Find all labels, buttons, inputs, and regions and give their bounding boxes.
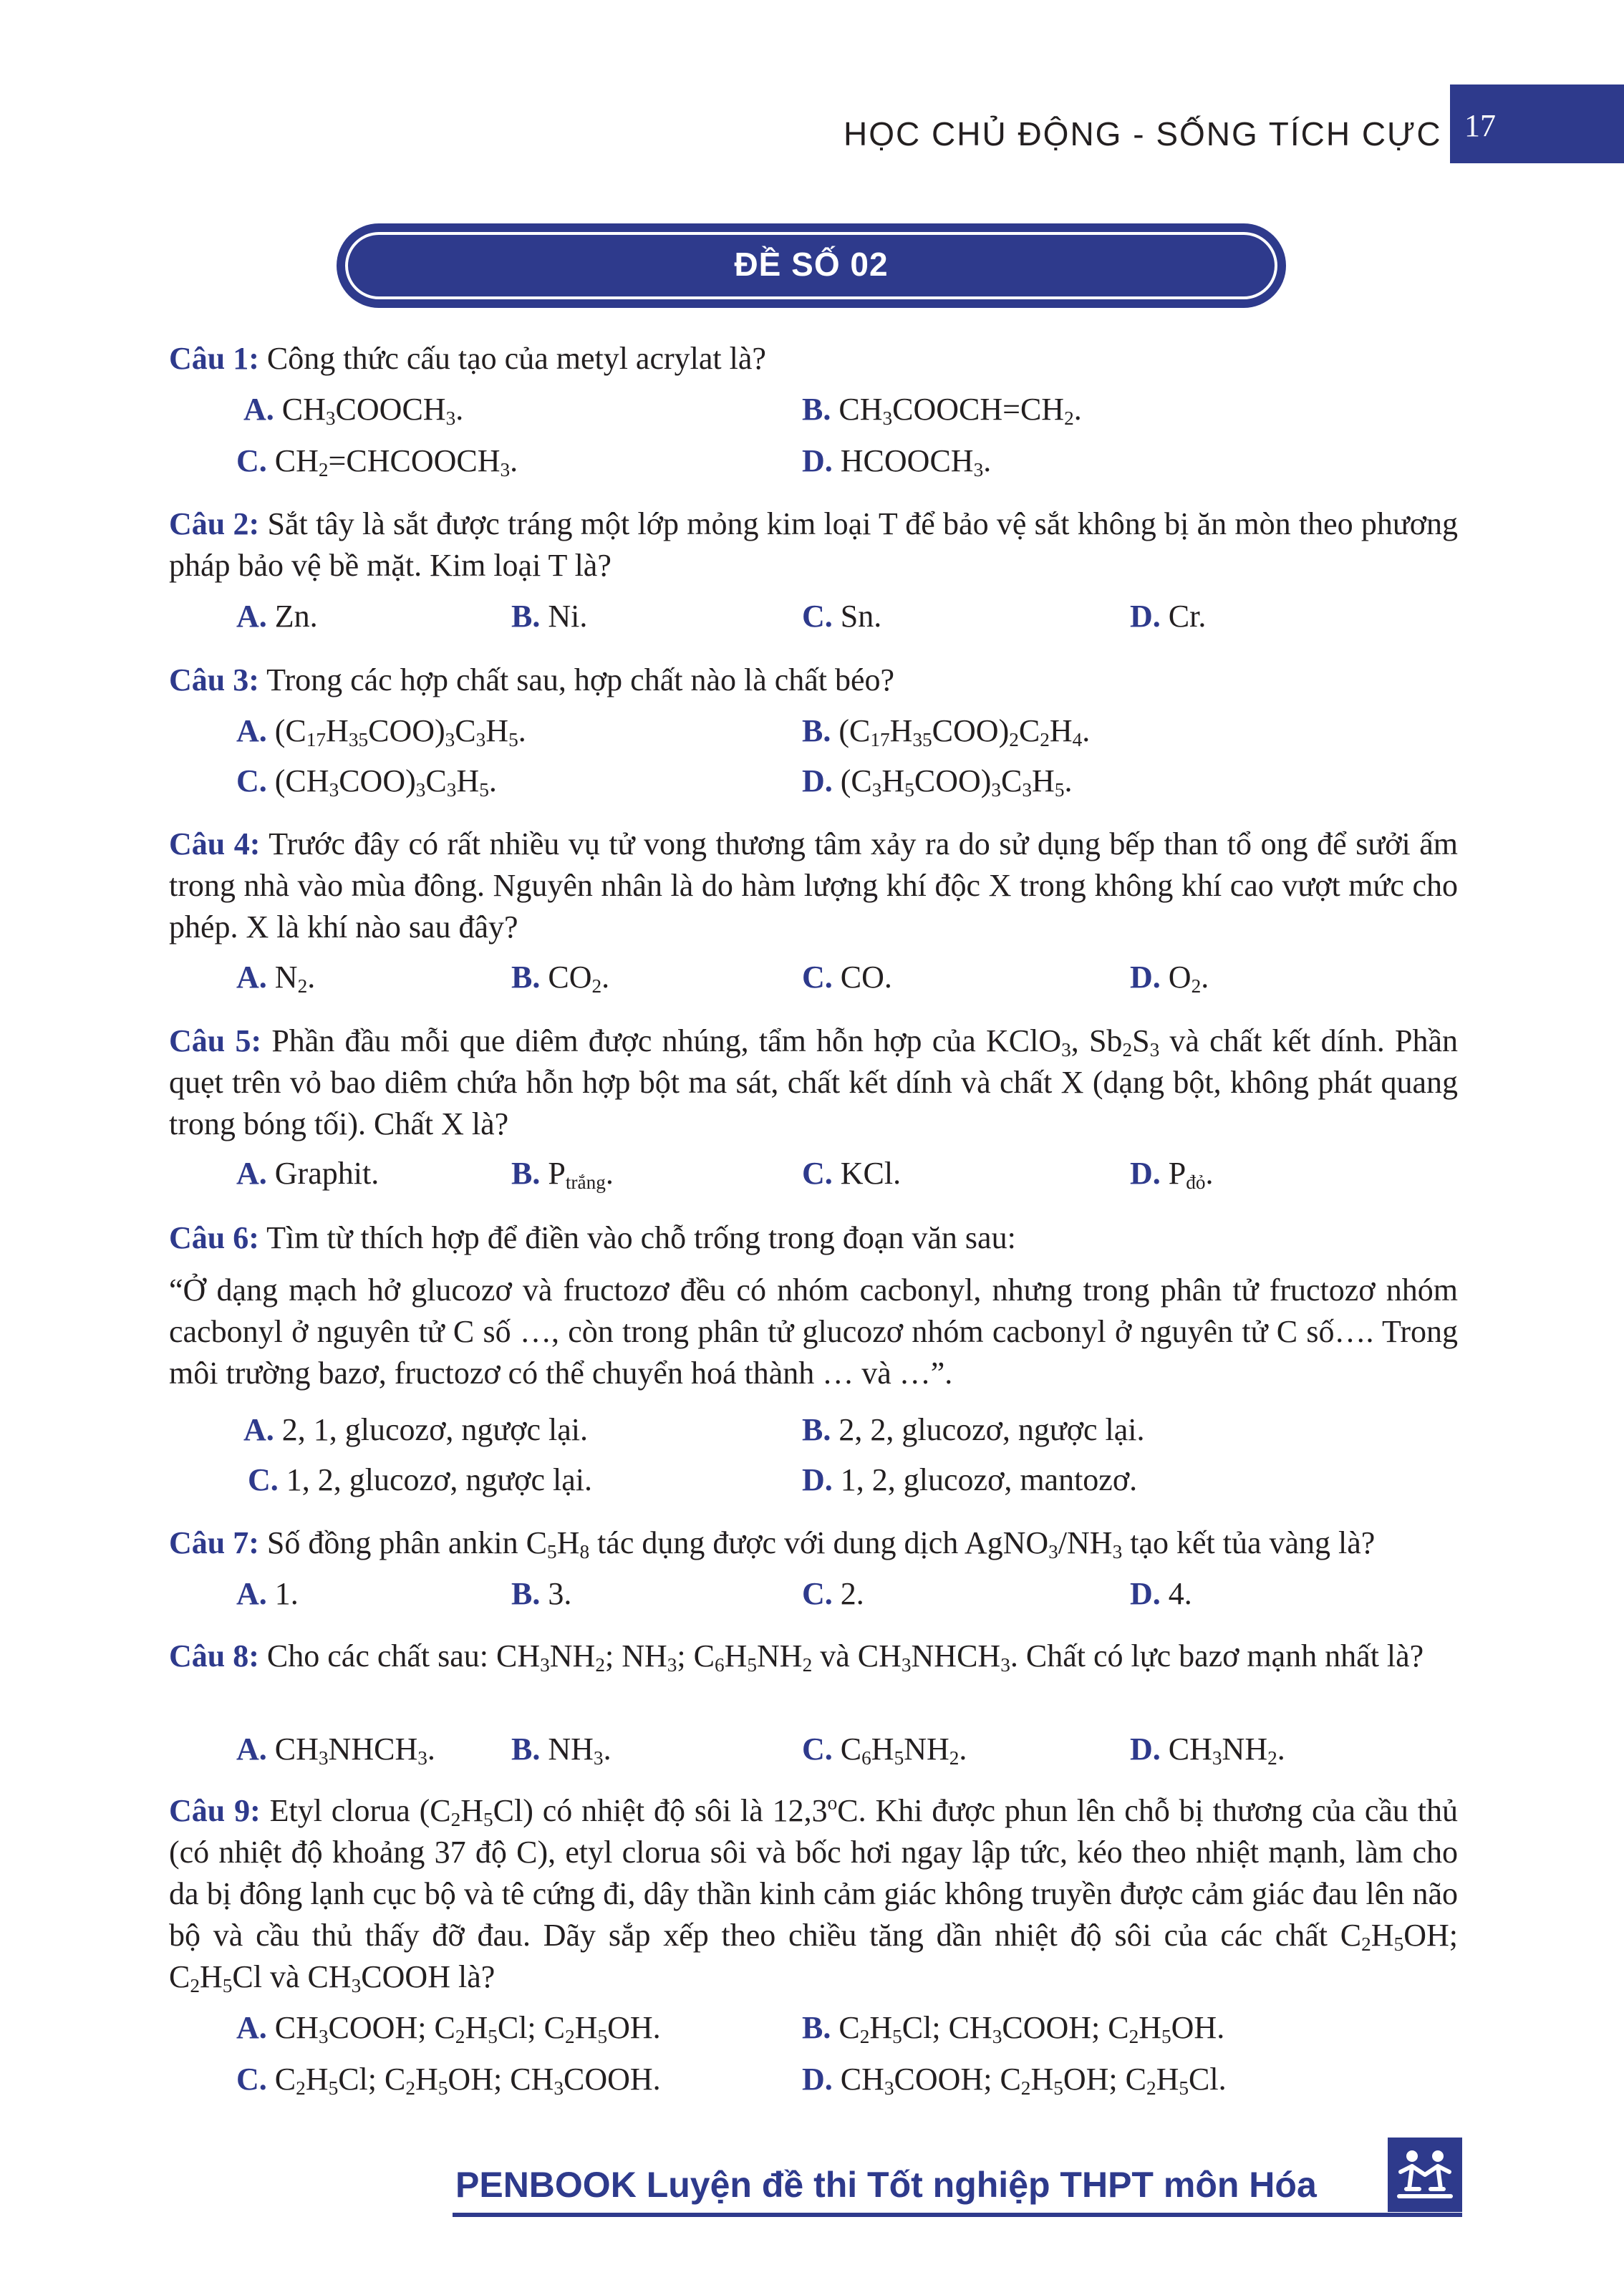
option-6a[interactable]: A. 2, 1, glucozơ, ngược lại.	[243, 1412, 588, 1447]
exam-title: ĐỀ SỐ 02	[734, 246, 889, 283]
option-8b[interactable]: B. $NH_3$.	[511, 1731, 612, 1769]
option-5d[interactable]: D. $P_{đỏ}$.	[1130, 1156, 1214, 1193]
question-6-quote: “Ở dạng mạch hở glucozơ và fructozơ đều có nhóm cacbonyl, nhưng trong phân tử fructozơ nhóm cacbonyl ở nguyên tử C số …, còn trong phân tử glucozơ nhóm cacbonyl ở nguyên tử C số…. Trong môi trường bazơ, fructozơ có thể chuyển hoá thành … và …”.	[169, 1272, 1458, 1391]
option-1b[interactable]: B. $CH_3COOCH=CH_2$.	[802, 392, 1082, 429]
option-5c[interactable]: C. KCl.	[802, 1156, 902, 1191]
option-7a[interactable]: A. 1.	[236, 1576, 299, 1611]
penbook-logo-icon	[1388, 2138, 1462, 2212]
question-9: Câu 9: Etyl clorua $(C_2H_5Cl)$ có nhiệt độ sôi là 12,3$^o$C. Khi được phun lên chỗ bị thương của cầu thủ (có nhiệt độ khoảng 37 độ C), etyl clorua sôi và bốc hơi ngay lập tức, kéo theo nhiệt mạnh, làm cho da bị đông lạnh cục bộ và tê cứng đi, dây thần kinh cảm giác không truyền được cảm giác đau lên não bộ và cầu thủ thấy đỡ đau. Dãy sắp xếp theo chiều tăng dần nhiệt độ sôi của các chất $C_2H_5OH$; $C_2H_5Cl$ và $CH_3COOH$ là?	[169, 1792, 1459, 1996]
option-9c[interactable]: C. $C_2H_5Cl$; $C_2H_5OH$; $CH_3COOH$.	[236, 2062, 661, 2099]
option-1a[interactable]: A. $CH_3COOCH_3$.	[243, 392, 464, 429]
option-4d[interactable]: D. $O_2$.	[1130, 960, 1209, 997]
option-2a[interactable]: A. Zn.	[236, 599, 318, 634]
option-1c[interactable]: C. $CH_2=CHCOOCH_3$.	[236, 443, 518, 480]
option-2d[interactable]: D. Cr.	[1130, 599, 1207, 634]
option-6c[interactable]: C. 1, 2, glucozơ, ngược lại.	[248, 1462, 592, 1497]
footer-rule	[453, 2213, 1462, 2217]
option-2c[interactable]: C. Sn.	[802, 599, 882, 634]
question-7: Câu 7: Số đồng phân ankin $C_5H_8$ tác dụng được với dung dịch $AgNO_3/NH_3$ tạo kết tủa vàng là?	[169, 1525, 1376, 1562]
option-9b[interactable]: B. $C_2H_5Cl$; $CH_3COOH$; $C_2H_5OH$.	[802, 2010, 1225, 2047]
option-4b[interactable]: B. $CO_2$.	[511, 960, 610, 997]
option-8a[interactable]: A. $CH_3NHCH_3$.	[236, 1731, 435, 1769]
option-8d[interactable]: D. $CH_3NH_2$.	[1130, 1731, 1285, 1769]
question-3: Câu 3: Trong các hợp chất sau, hợp chất nào là chất béo?	[169, 662, 895, 697]
option-5a[interactable]: A. Graphit.	[236, 1156, 380, 1191]
header-slogan: HỌC CHỦ ĐỘNG - SỐNG TÍCH CỰC	[844, 115, 1442, 153]
option-3d[interactable]: D. $(C_3H_5COO)_3C_3H_5$.	[802, 763, 1073, 801]
option-3a[interactable]: A. $(C_{17}H_{35}COO)_3C_3H_5$.	[236, 713, 526, 750]
option-8c[interactable]: C. $C_6H_5NH_2$.	[802, 1731, 967, 1769]
option-9d[interactable]: D. $CH_3COOH$; $C_2H_5OH$; $C_2H_5Cl$.	[802, 2062, 1227, 2099]
option-1d[interactable]: D. $HCOOCH_3$.	[802, 443, 992, 480]
page-number: 17	[1464, 108, 1496, 143]
option-7d[interactable]: D. 4.	[1130, 1576, 1192, 1611]
question-1: Câu 1: Công thức cấu tạo của metyl acrylat là?	[169, 341, 766, 376]
exam-title-banner	[337, 223, 1286, 308]
option-4a[interactable]: A. $N_2$.	[236, 960, 316, 997]
option-4c[interactable]: C. CO.	[802, 960, 892, 995]
option-7c[interactable]: C. 2.	[802, 1576, 864, 1611]
option-5b[interactable]: B. $P_{trắng}$.	[511, 1156, 614, 1193]
option-2b[interactable]: B. Ni.	[511, 599, 588, 634]
footer-book-title: PENBOOK Luyện đề thi Tốt nghiệp THPT môn Hóa	[455, 2165, 1317, 2205]
option-6b[interactable]: B. 2, 2, glucozơ, ngược lại.	[802, 1412, 1145, 1447]
option-7b[interactable]: B. 3.	[511, 1576, 572, 1611]
question-2: Câu 2: Sắt tây là sắt được tráng một lớp mỏng kim loại T để bảo vệ sắt không bị ăn mòn theo phương pháp bảo vệ bề mặt. Kim loại T là?	[169, 506, 1458, 583]
option-6d[interactable]: D. 1, 2, glucozơ, mantozơ.	[802, 1462, 1138, 1497]
question-6: Câu 6: Tìm từ thích hợp để điền vào chỗ trống trong đoạn văn sau:	[169, 1220, 1016, 1255]
option-9a[interactable]: A. $CH_3COOH$; $C_2H_5Cl$; $C_2H_5OH$.	[236, 2010, 661, 2047]
option-3c[interactable]: C. $(CH_3COO)_3C_3H_5$.	[236, 763, 497, 801]
question-4: Câu 4: Trước đây có rất nhiều vụ tử vong thương tâm xảy ra do sử dụng bếp than tổ ong để sưởi ấm trong nhà vào mùa đông. Nguyên nhân là do hàm lượng khí độc X trong không khí cao vượt mức cho phép. X là khí nào sau đây?	[169, 826, 1458, 945]
option-3b[interactable]: B. $(C_{17}H_{35}COO)_2C_2H_4$.	[802, 713, 1091, 750]
question-8: Câu 8: Cho các chất sau: $CH_3NH_2$; $NH_3$; $C_6H_5NH_2$ và $CH_3NHCH_3$. Chất có lực bazơ mạnh nhất là?	[169, 1638, 1424, 1676]
question-5: Câu 5: Phần đầu mỗi que diêm được nhúng, tẩm hỗn hợp của KClO$_3$, $Sb_2S_3$ và chất kết dính. Phần quẹt trên vỏ bao diêm chứa hỗn hợp bột ma sát, chất kết dính và chất X (dạng bột, không phát quang trong bóng tối). Chất X là?	[169, 1023, 1459, 1141]
